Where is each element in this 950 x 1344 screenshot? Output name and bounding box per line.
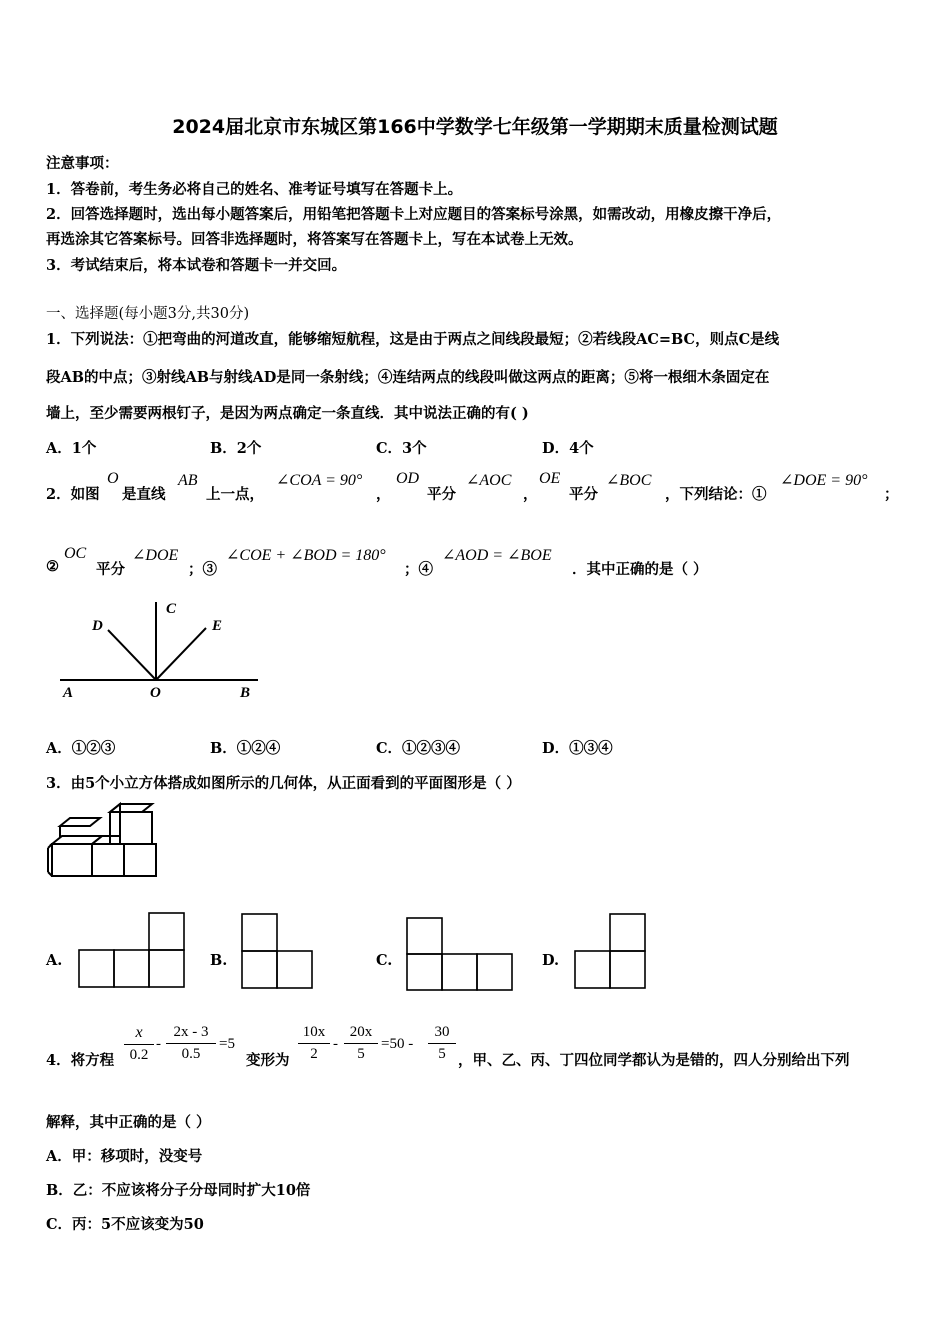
q2-option-d: D．①③④ [542,740,613,757]
q2-text: 2．如图 [46,486,100,503]
frac-den: 5 [438,1046,446,1062]
q2-option-b: B．①②④ [210,740,281,757]
q2-ray-oc: OC [64,545,87,562]
page-title: 2024届北京市东城区第166中学数学七年级第一学期期末质量检测试题 [172,116,778,138]
q4-text: 解释，其中正确的是（ ） [46,1114,211,1131]
q1-option-d: D．4个 [542,440,594,457]
label-a: A [63,685,74,701]
q1-option-a: A．1个 [46,440,97,457]
q4-fraction [298,1024,330,1063]
q4-operator: =5 [219,1036,235,1052]
q2-line-ab: AB [178,472,198,489]
q2-math: ∠COA = 90° [276,472,363,489]
label-b: B [240,685,251,701]
q2-option-c: C．①②③④ [376,740,461,757]
q1-line: 1．下列说法：①把弯曲的河道改直，能够缩短航程，这是由于两点之间线段最短；②若线段AC=BC，则点C是线 [46,331,780,348]
q4-fraction [428,1024,456,1063]
q2-text: 上一点， [206,486,264,503]
q4-option-a: A．甲：移项时，没变号 [46,1148,203,1165]
q4-text: 4．将方程 [46,1052,115,1069]
q4-option-b: B．乙：不应该将分子分母同时扩大10倍 [46,1182,311,1199]
label-e: E [212,618,223,634]
q3-option-b: B. [210,952,228,969]
q3-option-a-figure [78,912,188,990]
q4-option-c: C．丙：5不应该变为50 [46,1216,204,1233]
q2-math: ∠DOE = 90° [780,472,868,489]
q2-text: 是直线 [122,486,166,503]
q2-text: 平分 [96,561,125,578]
q2-math: ∠DOE [132,547,179,564]
frac-num: 2x - 3 [173,1024,209,1040]
q2-text: ；④ [404,561,433,578]
q2-math: ∠AOD = ∠BOE [442,547,552,564]
q4-fraction [166,1024,216,1063]
q2-math: ∠BOC [606,472,652,489]
q3-option-a: A. [46,952,63,969]
q2-text: ， [376,486,391,503]
ray-oe [156,628,206,680]
q2-math: ∠COE + ∠BOD = 180° [226,547,386,564]
q2-text: ；③ [188,561,217,578]
q1-option-c: C．3个 [376,440,427,457]
q2-ray-oe: OE [539,470,561,487]
q4-operator: =50 - [381,1036,414,1052]
q2-text: ② [46,558,59,575]
frac-num: x [135,1024,143,1041]
note-item: 1．答卷前，考生务必将自己的姓名、准考证号填写在答题卡上。 [46,181,463,198]
note-item: 2．回答选择题时，选出每小题答案后，用铅笔把答题卡上对应题目的答案标号涂黑，如需改动，用橡皮擦干净后， [46,206,782,223]
q3-option-b-figure [241,913,317,991]
q1-line: 墙上，至少需要两根钉子，是因为两点确定一条直线．其中说法正确的有( ) [46,405,529,422]
q2-ray-od: OD [396,470,420,487]
q4-fraction [124,1024,154,1064]
q1-line: 段AB的中点；③射线AB与射线AD是同一条射线；④连结两点的线段叫做这两点的距离；⑤将一根细木条固定在 [46,369,770,386]
q2-text: ，下列结论：① [665,486,767,503]
q4-text: ，甲、乙、丙、丁四位同学都认为是错的，四人分别给出下列 [458,1052,850,1069]
notes-heading: 注意事项： [46,155,119,172]
frac-den: 0.2 [129,1047,149,1063]
frac-den: 0.5 [181,1046,201,1062]
q3-option-d: D. [542,952,560,969]
label-d: D [92,618,103,634]
q2-text: ， [523,486,538,503]
label-o: O [150,685,161,701]
q2-text: 平分 [427,486,456,503]
q4-fraction [344,1024,378,1063]
q2-option-a: A．①②③ [46,740,116,757]
q2-text: ； [884,486,899,503]
frac-den: 5 [357,1046,365,1062]
label-c: C [166,601,177,617]
q3-text: 3．由5个小立方体搭成如图所示的几何体，从正面看到的平面图形是（ ） [46,775,521,792]
q2-point-o: O [107,470,119,487]
q3-option-c: C. [376,952,393,969]
q4-operator: - [156,1036,161,1052]
frac-num: 30 [434,1024,450,1040]
q3-option-c-figure [406,917,516,993]
q1-option-b: B．2个 [210,440,262,457]
section-heading: 一、选择题(每小题3分,共30分) [46,306,250,322]
q4-text: 变形为 [246,1052,290,1069]
frac-num: 20x [349,1024,373,1040]
frac-den: 2 [310,1046,318,1062]
q3-cube-solid [44,800,164,880]
q2-text: 平分 [569,486,598,503]
q2-math: ∠AOC [466,472,512,489]
q3-option-d-figure [574,913,650,991]
q4-operator: - [333,1036,338,1052]
ray-od [108,630,156,680]
q2-angle-figure [58,598,268,704]
q2-text: ．其中正确的是（ ） [572,561,708,578]
frac-num: 10x [302,1024,326,1040]
note-item: 3．考试结束后，将本试卷和答题卡一并交回。 [46,257,347,274]
note-item: 再选涂其它答案标号。回答非选择题时，将答案写在答题卡上，写在本试卷上无效。 [46,231,583,248]
